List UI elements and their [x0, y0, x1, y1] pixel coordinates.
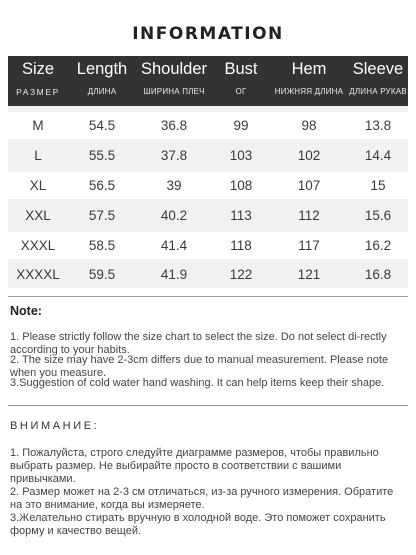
header-label: Bust: [224, 60, 258, 78]
header-sublabel: НИЖНЯЯ ДЛИНА: [274, 87, 344, 96]
cell-shoulder: 41.4: [160, 238, 188, 253]
page-title: INFORMATION: [132, 24, 284, 44]
table-row: [8, 261, 408, 288]
column-header-hem: [270, 56, 348, 106]
cell-hem: 121: [297, 267, 321, 282]
cell-hem: 112: [298, 208, 320, 223]
cell-sleeve: 15: [370, 178, 386, 193]
cell-bust: 108: [229, 178, 253, 193]
cell-length: 57.5: [88, 208, 116, 223]
table-row: [8, 232, 408, 259]
cell-shoulder: 41.9: [160, 267, 188, 282]
cell-length: 59.5: [88, 267, 116, 282]
cell-length: 58.5: [88, 238, 116, 253]
cell-length: 56.5: [88, 178, 116, 193]
section-divider: [8, 296, 408, 297]
table-row: [8, 112, 408, 139]
section-divider: [8, 405, 408, 406]
cell-sleeve: 16.8: [364, 267, 392, 282]
column-header-shoulder: [136, 56, 212, 106]
header-label: Size: [21, 60, 55, 78]
size-chart-table: [8, 56, 408, 288]
header-label: Hem: [291, 60, 327, 78]
column-header-sleeve: [348, 56, 408, 106]
cell-hem: 107: [297, 178, 321, 193]
cell-size: XXXXL: [16, 267, 60, 282]
cell-size: XXL: [25, 208, 51, 223]
cell-hem: 117: [298, 238, 320, 253]
column-header-length: [68, 56, 136, 106]
cell-hem: 102: [297, 148, 321, 163]
header-sublabel: ДЛИНА: [87, 87, 117, 96]
cell-sleeve: 15.6: [364, 208, 392, 223]
russian-note-paragraph-3: 3.Желательно стирать вручную в холодной воде. Это поможет сохранить форму и качество вещей.: [10, 512, 386, 537]
header-label: Sleeve: [352, 60, 404, 78]
header-label: Shoulder: [140, 60, 208, 78]
column-header-bust: [212, 56, 270, 106]
note-paragraph-3: 3.Suggestion of cold water hand washing. It can help items keep their shape.: [10, 377, 385, 389]
note-paragraph-2: 2. The size may have 2-3cm differs due to manual measurement. Please note when you measure.: [10, 354, 389, 379]
header-sublabel: ШИРИНА ПЛЕЧ: [143, 87, 205, 96]
cell-shoulder: 39: [166, 178, 182, 193]
cell-bust: 103: [229, 148, 253, 163]
cell-hem: 98: [301, 118, 317, 133]
cell-sleeve: 13.8: [364, 118, 392, 133]
cell-size: M: [32, 118, 44, 133]
table-row: [8, 142, 408, 169]
cell-sleeve: 16.2: [364, 238, 392, 253]
russian-note-paragraph-2: 2. Размер может на 2-3 см отличаться, из-за ручного измерения. Обратите на это внимание, когда вы измеряете.: [10, 486, 394, 511]
cell-bust: 118: [230, 238, 252, 253]
cell-size: L: [34, 148, 42, 163]
note-paragraph-1: 1. Please strictly follow the size chart to select the size. Do not select di-rectly according to your habits.: [10, 331, 387, 356]
cell-length: 54.5: [88, 118, 116, 133]
header-label: Length: [76, 60, 128, 78]
table-row: [8, 202, 408, 229]
cell-bust: 113: [230, 208, 252, 223]
russian-note-title: ВНИМАНИЕ:: [10, 420, 100, 432]
cell-bust: 122: [229, 267, 253, 282]
cell-size: XXXL: [20, 238, 56, 253]
table-header-row: [8, 56, 408, 106]
note-title: Note:: [10, 304, 42, 318]
header-sublabel: ОГ: [235, 87, 247, 96]
header-sublabel: ДЛИНА РУКАВ: [349, 87, 407, 96]
cell-shoulder: 36.8: [160, 118, 188, 133]
cell-sleeve: 14.4: [364, 148, 392, 163]
cell-bust: 99: [233, 118, 249, 133]
cell-size: XL: [29, 178, 47, 193]
cell-shoulder: 40.2: [160, 208, 188, 223]
header-sublabel: РАЗМЕР: [16, 87, 60, 97]
cell-shoulder: 37.8: [160, 148, 188, 163]
russian-note-paragraph-1: 1. Пожалуйста, строго следуйте диаграмме размеров, чтобы правильно выбрать размер. Не выбирайте просто в соответствии с вашими привычками.: [10, 447, 379, 485]
cell-length: 55.5: [88, 148, 116, 163]
column-header-size: [8, 56, 68, 106]
table-row: [8, 172, 408, 199]
